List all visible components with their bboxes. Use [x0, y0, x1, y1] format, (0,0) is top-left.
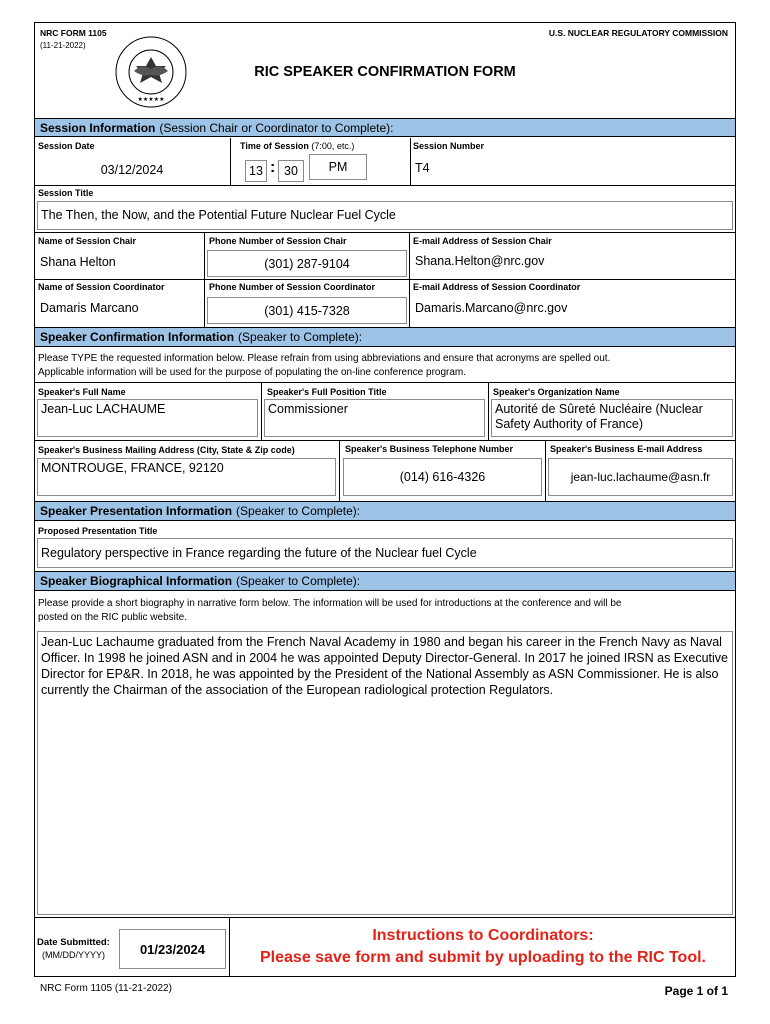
agency-name: U.S. NUCLEAR REGULATORY COMMISSION: [548, 28, 728, 38]
presentation-band-title: Speaker Presentation Information: [40, 504, 233, 518]
session-number-field[interactable]: T4: [412, 155, 734, 184]
session-ampm-field[interactable]: PM: [309, 154, 367, 180]
coord-name-label: Name of Session Coordinator: [38, 282, 165, 292]
speaker-instructions-1: Please TYPE the requested information below. Please refrain from using abbreviations and ensure that acronyms are spelled out.: [38, 353, 611, 364]
speaker-address-field[interactable]: MONTROUGE, FRANCE, 92120: [37, 458, 336, 496]
chair-email-label: E-mail Address of Session Chair: [413, 236, 552, 246]
bio-band: [35, 571, 735, 591]
bio-instructions-2: posted on the RIC public website.: [38, 612, 187, 623]
speaker-email-field[interactable]: jean-luc.lachaume@asn.fr: [548, 458, 733, 496]
coordinator-instructions-text: Please save form and submit by uploading to the RIC Tool.: [260, 949, 706, 966]
chair-email-field[interactable]: Shana.Helton@nrc.gov: [412, 250, 733, 277]
date-format-note: (MM/DD/YYYY): [42, 950, 105, 960]
session-date-label: Session Date: [38, 141, 95, 151]
time-separator: :: [270, 159, 276, 176]
speaker-phone-field[interactable]: (014) 616-4326: [343, 458, 542, 496]
session-title-field[interactable]: The Then, the Now, and the Potential Future Nuclear Fuel Cycle: [37, 201, 733, 230]
coord-email-label: E-mail Address of Session Coordinator: [413, 282, 581, 292]
coord-email-field[interactable]: Damaris.Marcano@nrc.gov: [412, 297, 733, 324]
svg-text:★★★★★: ★★★★★: [137, 96, 165, 103]
form-number: NRC FORM 1105: [40, 28, 107, 38]
speaker-instructions-2: Applicable information will be used for the purpose of populating the on-line conference program.: [38, 367, 467, 378]
presentation-title-label: Proposed Presentation Title: [38, 526, 158, 536]
session-number-label: Session Number: [413, 141, 485, 151]
speaker-position-field[interactable]: Commissioner: [264, 399, 485, 437]
page-number: Page 1 of 1: [664, 984, 728, 998]
chair-phone-label: Phone Number of Session Chair: [209, 236, 347, 246]
bio-instructions-1: Please provide a short biography in narrative form below. The information will be used for introductions at the conference and will be: [38, 598, 622, 609]
session-title-label: Session Title: [38, 188, 94, 198]
speaker-phone-label: Speaker's Business Telephone Number: [345, 444, 514, 454]
speaker-address-label: Speaker's Business Mailing Address (City, State & Zip code): [38, 445, 295, 455]
speaker-position-label: Speaker's Full Position Title: [267, 387, 387, 397]
coord-phone-field[interactable]: (301) 415-7328: [207, 297, 407, 324]
speaker-band: [35, 327, 735, 347]
coord-name-field[interactable]: Damaris Marcano: [37, 297, 201, 324]
session-date-field[interactable]: 03/12/2024: [38, 155, 226, 184]
chair-name-field[interactable]: Shana Helton: [37, 250, 201, 277]
bio-text-field[interactable]: Jean-Luc Lachaume graduated from the French Naval Academy in 1980 and began his career in the French Navy as Naval Officer. In 1998 he joined ASN and in 2004 he was appointed Deputy Director-General. In 2017 he joined IRSN as Executive Director for EP&R. In 2018, he was appointed by the President of the National Assembly as ASN Commissioner. He is also currently the Chairman of the association of the European radiological protection Regulators.: [37, 631, 733, 915]
chair-name-label: Name of Session Chair: [38, 236, 137, 246]
form-title: RIC SPEAKER CONFIRMATION FORM: [254, 64, 516, 80]
session-minute-field[interactable]: 30: [278, 160, 304, 182]
presentation-band-sub: (Speaker to Complete):: [236, 504, 361, 518]
form-reference: NRC Form 1105 (11-21-2022): [40, 983, 172, 994]
form-date: (11-21-2022): [40, 41, 86, 50]
speaker-org-label: Speaker's Organization Name: [493, 387, 620, 397]
speaker-email-label: Speaker's Business E-mail Address: [550, 444, 703, 454]
presentation-title-field[interactable]: Regulatory perspective in France regarding the future of the Nuclear fuel Cycle: [37, 538, 733, 568]
speaker-name-field[interactable]: Jean-Luc LACHAUME: [37, 399, 258, 437]
chair-phone-field[interactable]: (301) 287-9104: [207, 250, 407, 277]
date-submitted-field[interactable]: 01/23/2024: [119, 929, 226, 969]
speaker-band-sub: (Speaker to Complete):: [238, 330, 363, 344]
session-band: [35, 118, 735, 137]
presentation-band: [35, 501, 735, 521]
session-band-sub: (Session Chair or Coordinator to Complete):: [159, 120, 394, 135]
session-time-label: Time of Session (7:00, etc.): [240, 141, 355, 151]
session-band-title: Session Information: [40, 120, 156, 135]
bio-band-sub: (Speaker to Complete):: [236, 574, 361, 588]
speaker-org-field[interactable]: Autorité de Sûreté Nucléaire (Nuclear Safety Authority of France): [491, 399, 733, 437]
date-submitted-label: Date Submitted:: [37, 937, 110, 948]
speaker-band-title: Speaker Confirmation Information: [40, 330, 235, 344]
coordinator-instructions-title: Instructions to Coordinators:: [372, 927, 594, 944]
speaker-name-label: Speaker's Full Name: [38, 387, 126, 397]
coord-phone-label: Phone Number of Session Coordinator: [209, 282, 376, 292]
bio-band-title: Speaker Biographical Information: [40, 574, 233, 588]
session-hour-field[interactable]: 13: [245, 160, 267, 182]
